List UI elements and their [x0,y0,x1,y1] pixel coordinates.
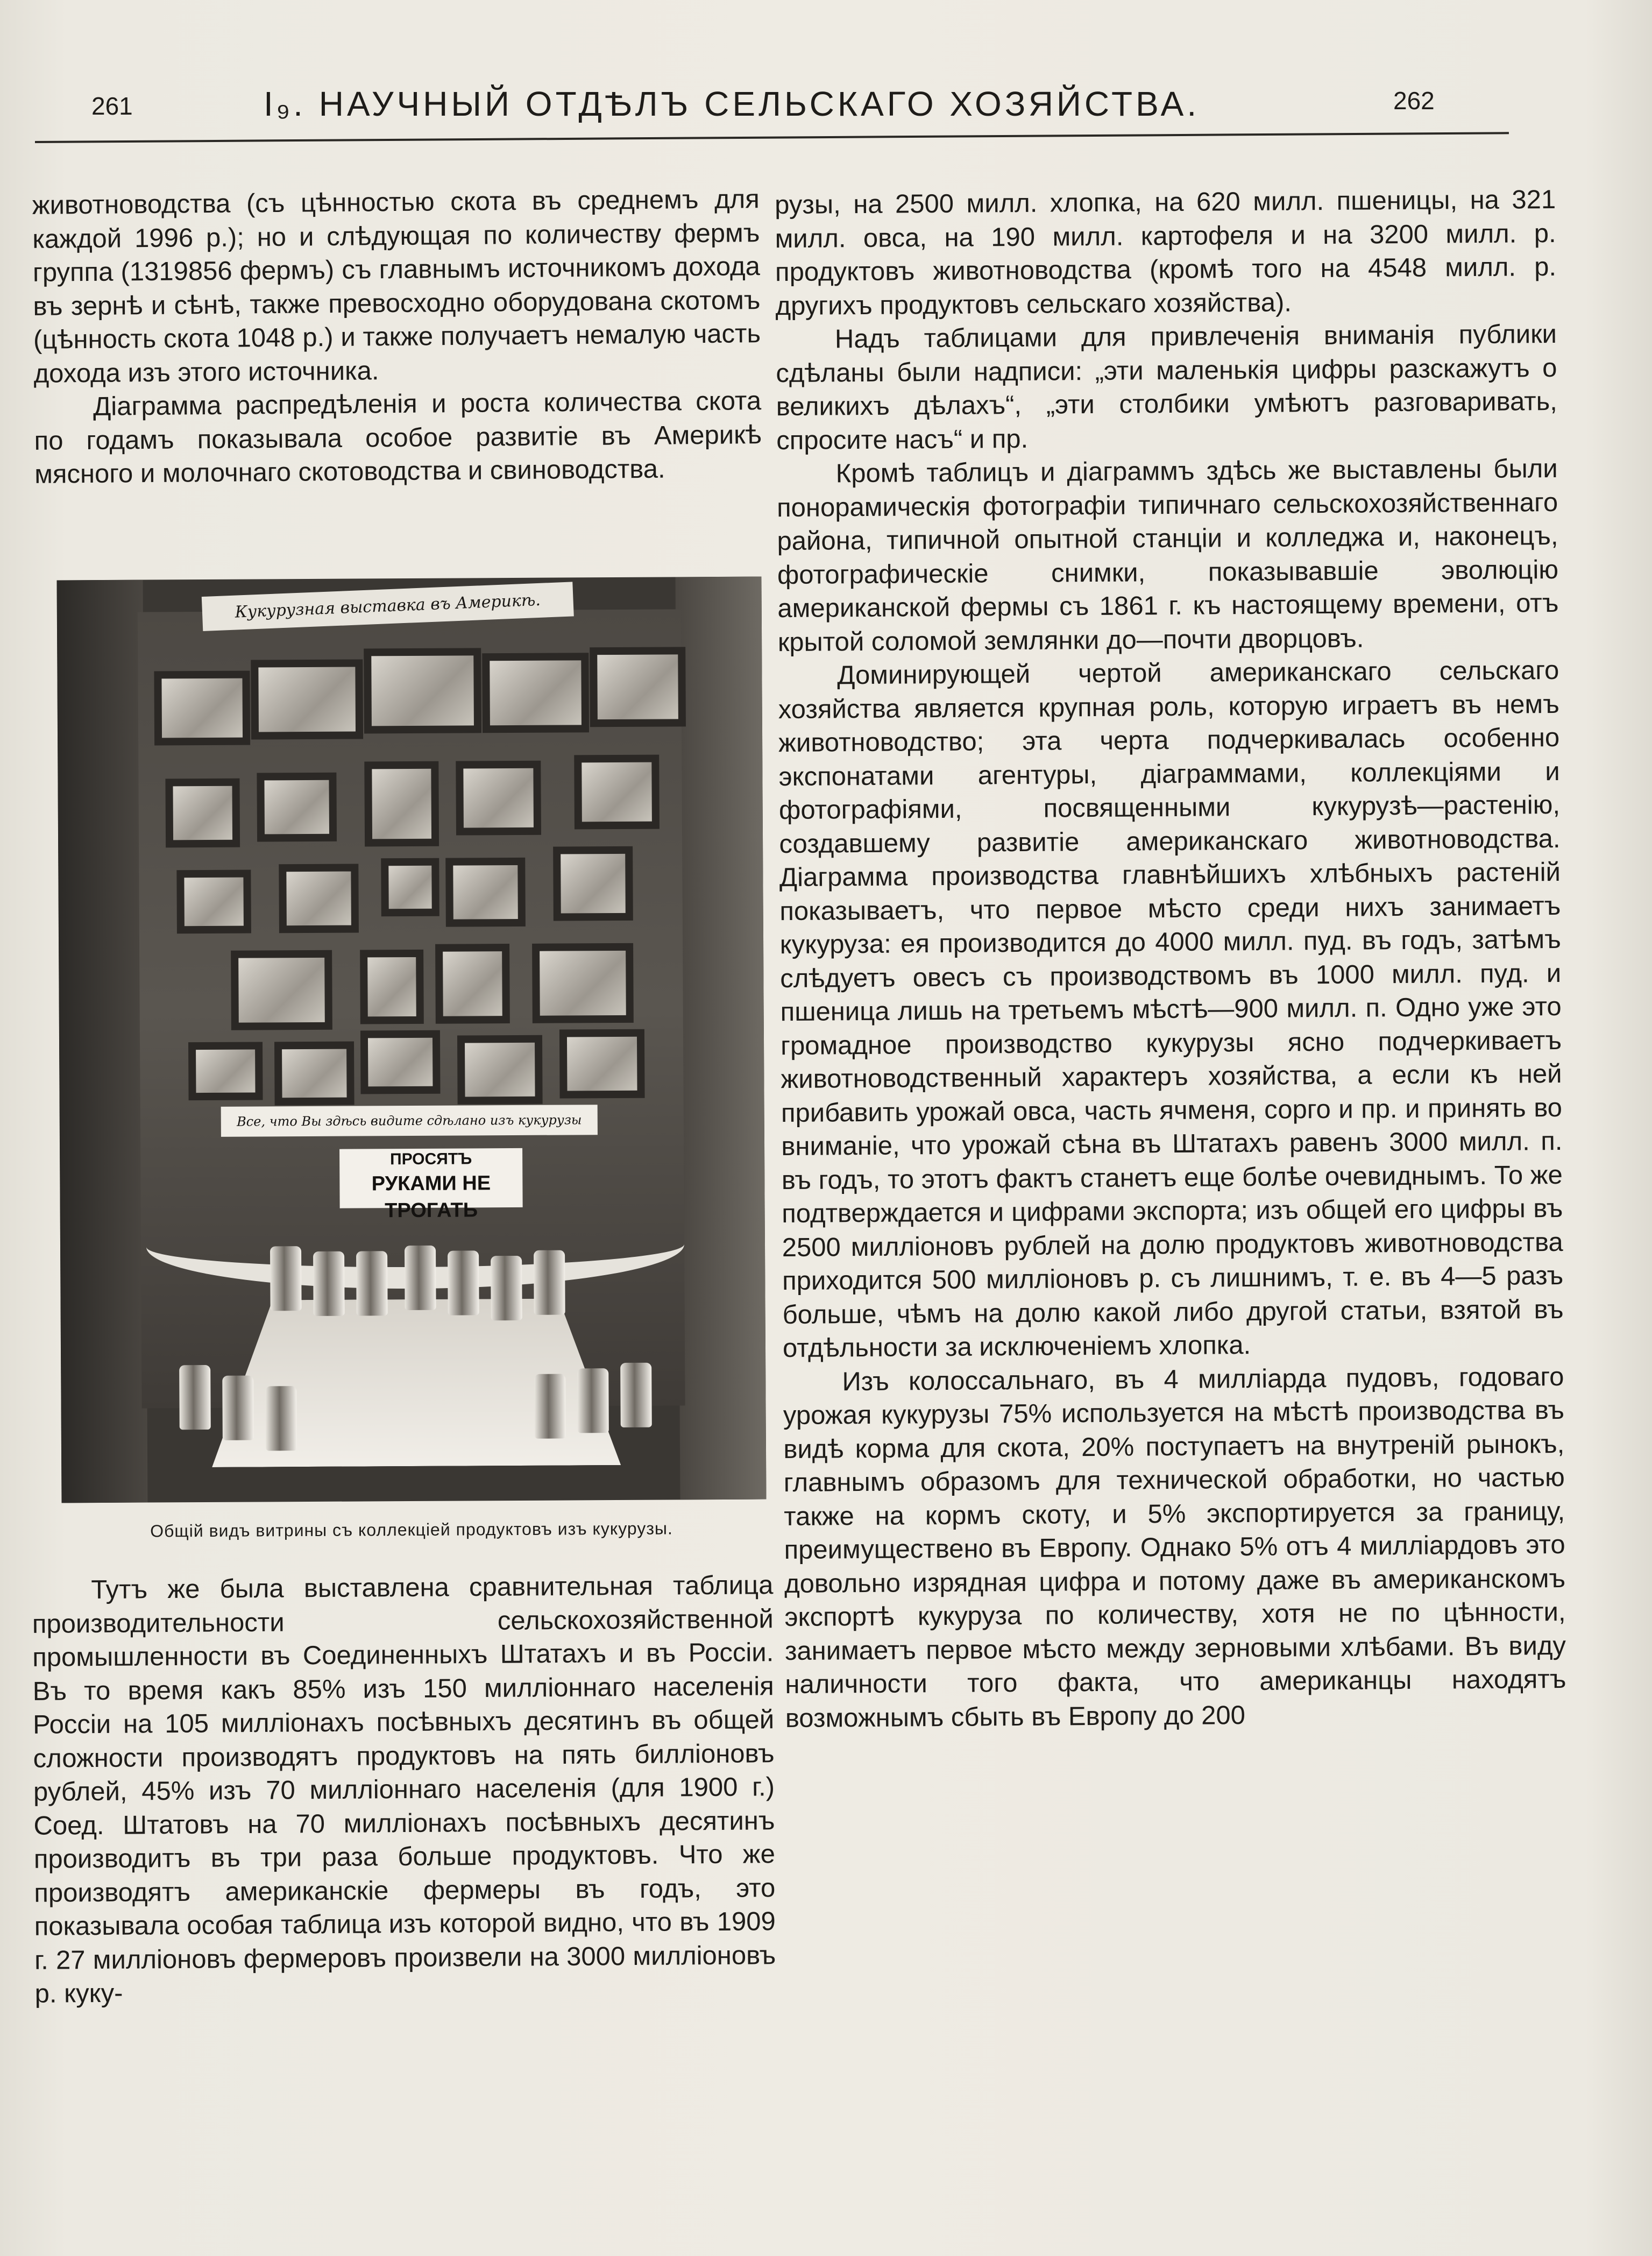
paragraph: Діаграмма распредѣленія и роста количества скота по годамъ показывала особое развитіе въ Америкѣ мясного и молочнаго скотоводства и свиноводства. [34,386,762,489]
framed-photo [456,761,541,836]
framed-photo [176,870,251,934]
framed-photo [360,950,424,1024]
product-jar [534,1250,565,1315]
framed-photo [279,864,359,933]
framed-photo [188,1042,263,1100]
paragraph: Кромѣ таблицъ и діаграммъ здѣсь же выставлены были понорамическія фотографіи типичнаго сельскохозяйственнаго района, типичной опытной станціи и колледжа и, наконецъ, фотографическіе снимки, показывавшіе эволюцію американской фермы съ 1861 г. къ настоящему времени, отъ крытой соломой землянки до—почти дворцовъ. [776,454,1559,657]
framed-photo [381,858,439,917]
framed-photo [257,773,337,842]
exhibit-sign: Кукурузная выставка въ Америкѣ. [202,582,574,631]
framed-photo [364,648,481,733]
framed-photo [482,653,589,733]
framed-photo [574,755,660,830]
product-jar [491,1256,522,1320]
photo-right-wall [676,577,767,1500]
paragraph: рузы, на 2500 милл. хлопка, на 620 милл. пшеницы, на 321 милл. овса, на 190 милл. картофеля и на 3200 милл. р. продуктовъ животноводства (кромѣ того на 4548 милл. р. другихъ продуктовъ сельскаго хозяйства). [775,185,1557,321]
page-number-left: 261 [91,92,133,120]
product-jar [222,1376,254,1440]
framed-photo [532,943,634,1023]
product-jar [577,1368,609,1433]
product-jar [313,1251,345,1316]
left-column-top [32,182,762,491]
right-column [775,183,1566,1735]
framed-photo [360,1030,441,1094]
do-not-touch-plaque [339,1148,523,1222]
paragraph: Тутъ же была выставлена сравнительная таблица производительности сельскохозяйственной промышленности въ Соединенныхъ Штатахъ и въ Россіи. Въ то время какъ 85% изъ 150 милліоннаго населенія Россіи на 105 милліонахъ посѣвныхъ десятинъ въ общей сложности производятъ продуктовъ на пять билліоновъ рублей, 45% изъ 70 милліоннаго населенія (для 1900 г.) Соед. Штатовъ на 70 милліонахъ посѣвныхъ десятинъ производитъ въ три раза больше продуктовъ. Что же производятъ американскіе фермеры въ годъ, это показывала особая таблица изъ которой видно, что въ 1909 г. 27 милліоновъ фермеровъ произвели на 3000 милліоновъ р. куку- [32,1571,776,2009]
product-jar [270,1246,302,1311]
product-jar [179,1365,211,1430]
framed-photo [435,944,510,1024]
product-jar [534,1374,566,1439]
product-jar [356,1251,388,1316]
product-jar [405,1246,436,1310]
framed-photo [590,647,686,727]
page-header [32,81,1517,140]
product-jar [448,1250,479,1315]
product-jar [265,1386,297,1451]
framed-photo [364,761,439,847]
plaque-top-text: ПРОСЯТЪ [389,1150,472,1169]
plaque-bottom-text: РУКАМИ НЕ ТРОГАТЬ [371,1172,491,1222]
framed-photo [559,1029,645,1099]
paragraph: Надъ таблицами для привлеченія вниманія публики сдѣланы были надписи: „эти маленькія цифры разскажутъ о великихъ дѣлахъ“, „эти столбики умѣютъ разговаривать, спросите насъ“ и пр. [776,319,1557,455]
photo-left-wall [57,580,148,1503]
page-number-right: 262 [1393,87,1435,115]
framed-photo [154,671,250,746]
paragraph: животноводства (съ цѣнностью скота въ среднемъ для каждой 1996 р.); но и слѣдующая по количеству фермъ группа (1319856 фермъ) съ главнымъ источникомъ дохода въ зернѣ и сѣнѣ, также превосходно оборудована скотомъ (цѣнность скота 1048 р.) и также получаетъ немалую часть дохода изъ этого источника. [32,185,761,388]
product-jar [620,1363,652,1427]
framed-photo [231,950,332,1030]
framed-photo [445,858,526,927]
framed-photo [274,1042,354,1106]
framed-photo [165,779,240,848]
paragraph: Изъ колоссальнаго, въ 4 милліарда пудовъ, годоваго урожая кукурузы 75% используется на мѣстѣ производства въ видѣ корма для скота, 20% поступаетъ на внутреній рынокъ, главнымъ образомъ для технической обработки, но частью также на кормъ скоту, и 5% экспортируется за границу, преимуществено въ Европу. Однако 5% отъ 4 милліардовъ это довольно изрядная цифра и потому даже въ американскомъ экспортѣ кукуруза по количеству, хотя не по цѣнности, занимаетъ первое мѣсто между зерновыми хлѣбами. Въ виду наличности того факта, что американцы находятъ возможнымъ сбыть въ Европу до 200 [783,1362,1566,1733]
framed-photo [553,846,633,921]
running-title: I₉. НАУЧНЫЙ ОТДѢЛЪ СЕЛЬСКАГО ХОЗЯЙСТВА. [264,84,1200,123]
framed-photo [457,1035,543,1105]
exhibit-photograph [57,577,767,1503]
figure-caption: Общій видъ витрины съ коллекціей продуктовъ изъ кукурузы. [150,1518,673,1541]
paragraph: Доминирующей чертой американскаго сельскаго хозяйства является крупная роль, которую играетъ въ немъ животноводство; эта черта подчеркивалась особенно экспонатами агентуры, діаграммами, коллекціями и фотографіями, посвященными кукурузѣ—растенію, создавшему развитіе американскаго животноводства. Діаграмма производства главнѣйшихъ хлѣбныхъ растеній показываетъ, что первое мѣсто среди нихъ занимаетъ кукуруза: ея производится до 4000 милл. пуд. въ годъ, затѣмъ слѣдуетъ овесъ съ производствомъ въ 1000 милл. пуд. и пшеница лишь на третьемъ мѣстѣ—900 милл. п. Одно уже это громадное производство кукурузы ясно подчеркиваетъ животноводственный характеръ хозяйства, а если къ ней прибавить урожай овса, часть ячменя, сорго и пр. и принять во вниманіе, что урожай сѣна въ Штатахъ равенъ 3000 милл. п. въ годъ, то этотъ фактъ станетъ еще болѣе очевиднымъ. То же подтверждается и цифрами экспорта; изъ общей его цифры въ 2500 милліоновъ рублей на долю продуктовъ животноводства приходится 500 милліоновъ р. съ лишнимъ, т. е. въ 4—5 разъ больше, чѣмъ на долю какой либо другой статьи, взятой въ отдѣльности за исключеніемъ хлопка. [778,655,1564,1363]
exhibit-banner: Все, что Вы здѣсь видите сдѣлано изъ кукурузы [221,1105,598,1137]
framed-photo [251,659,363,739]
left-column-bottom [32,1568,776,2011]
